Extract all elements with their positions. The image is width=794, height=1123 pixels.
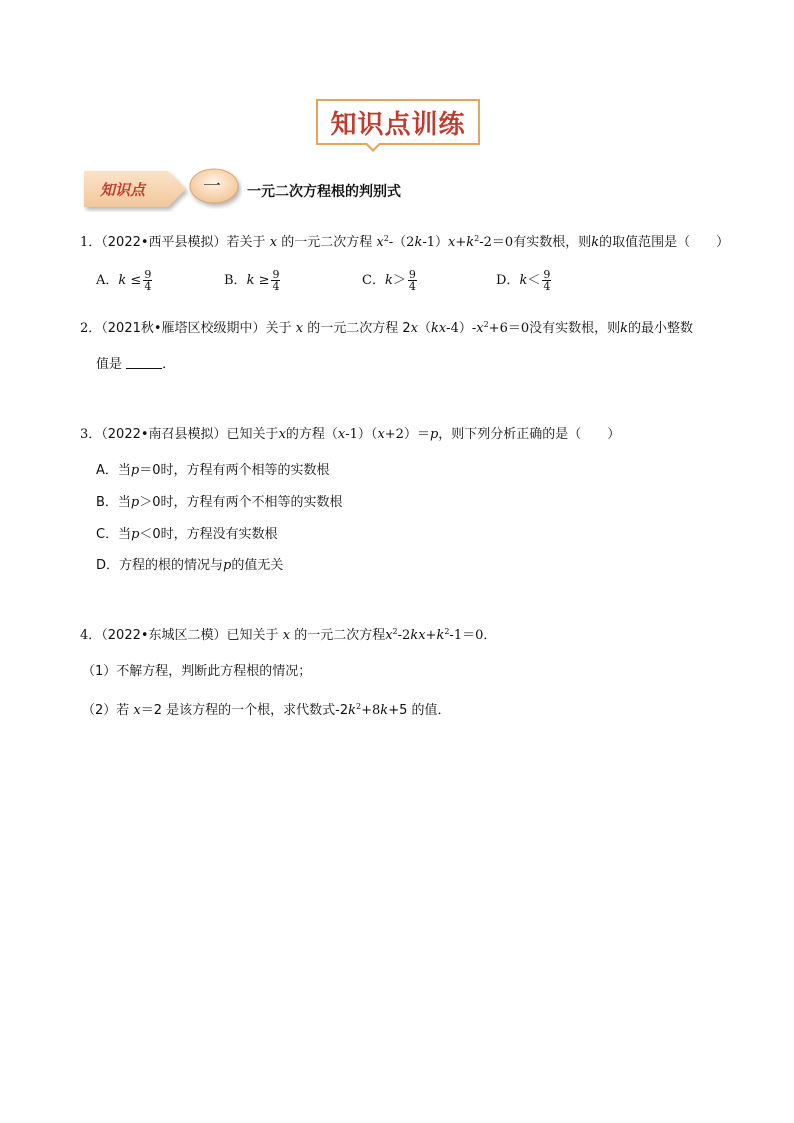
option-var: k — [384, 273, 393, 288]
q1-eq: 2 — [474, 234, 480, 243]
option-text: ＞0时，方程有两个不相等的实数根 — [139, 495, 343, 510]
q1-text: 的取值范围是（ ） — [599, 235, 730, 250]
q2-text: 的最小整数 — [628, 321, 694, 336]
fraction-den: 4 — [144, 280, 152, 293]
q1-eq: -（2 — [388, 235, 415, 250]
q4-number: 4． — [80, 628, 102, 643]
q1-option-a[interactable] — [96, 269, 152, 292]
answer-blank[interactable] — [126, 356, 162, 369]
fraction-num: 9 — [144, 268, 152, 281]
q4-source: （2022•东城区二模） — [101, 628, 227, 643]
q2-source: （2021秋•雁塔区校级期中） — [101, 321, 266, 336]
q2-eq: +6＝0 — [488, 321, 530, 336]
option-var: k — [246, 273, 255, 288]
page-title-box — [316, 99, 480, 145]
q1-eq: + — [455, 235, 467, 250]
q4-eq: 2 — [356, 702, 362, 711]
q3-eq: x — [377, 427, 385, 442]
option-letter: B．当 — [96, 495, 131, 510]
q1-option-b[interactable] — [224, 269, 280, 292]
q3-eq: -1）（ — [345, 427, 378, 442]
q1-source: （2022•西平县模拟） — [101, 235, 227, 250]
question-3 — [80, 426, 620, 444]
section-heading: 一元二次方程根的判别式 — [247, 184, 401, 200]
q3-eq: x — [337, 427, 346, 442]
q4-eq: x — [385, 628, 393, 643]
fraction-num: 9 — [272, 268, 280, 281]
q4-eq: k — [436, 628, 445, 643]
q1-eq: 2 — [383, 234, 389, 243]
q1-eq: k — [414, 235, 423, 250]
fraction — [542, 269, 551, 292]
q4-eq: 2 — [444, 627, 450, 636]
q1-eq: x — [448, 235, 456, 250]
q2-eq: -4）- — [446, 321, 477, 336]
option-var: p — [130, 463, 140, 478]
q3-text: ，则下列分析正确的是（ ） — [438, 427, 621, 442]
fraction-den: 4 — [408, 280, 416, 293]
q1-option-d[interactable] — [496, 269, 551, 292]
title-notch-inner — [366, 142, 380, 149]
q1-eq: k — [466, 235, 475, 250]
q2-text: ． — [162, 357, 176, 372]
q4-sub-1: （1）不解方程，判断此方程根的情况； — [82, 664, 312, 679]
q4-eq: k — [380, 703, 389, 718]
q1-option-c[interactable] — [362, 269, 417, 292]
option-letter: A．当 — [96, 463, 131, 478]
option-text: ＜0时，方程没有实数根 — [139, 527, 278, 542]
option-letter: C．当 — [96, 527, 132, 542]
q4-eq: 2 — [392, 627, 398, 636]
section-tag-label: 知识点 — [100, 181, 146, 199]
q1-eq: -2＝0 — [479, 235, 514, 250]
option-text: ＝0时，方程有两个相等的实数根 — [139, 463, 330, 478]
fraction-num: 9 — [543, 268, 551, 281]
fraction-num: 9 — [408, 268, 416, 281]
q4-var: x — [282, 628, 291, 643]
fraction — [271, 269, 280, 292]
q4-eq: k — [348, 703, 357, 718]
fraction — [408, 269, 417, 292]
question-2 — [80, 320, 693, 338]
q3-option-c[interactable] — [96, 526, 278, 544]
q2-text: 值是 — [96, 357, 123, 372]
option-letter: C． — [362, 273, 385, 288]
option-text: 的值无关 — [231, 558, 284, 573]
q3-option-d[interactable] — [96, 557, 283, 575]
option-letter: B． — [224, 273, 247, 288]
q4-text: ＝2 是该方程的一个根，求代数式-2 — [140, 703, 349, 718]
option-op: ＞ — [392, 273, 406, 288]
q2-text: 关于 — [265, 321, 292, 336]
q2-text: 的一元二次方程 2 — [307, 321, 411, 336]
fraction — [143, 269, 152, 292]
section-number: 一 — [203, 176, 221, 197]
q4-text: （2）若 — [82, 703, 130, 718]
q4-eq: +8 — [361, 703, 381, 718]
q1-eq: -1） — [422, 235, 449, 250]
q2-eq: （ — [417, 321, 431, 336]
option-var: k — [118, 273, 127, 288]
q4-var: x — [133, 703, 141, 718]
q1-text: 的一元二次方程 — [281, 235, 373, 250]
q1-text: 若关于 — [226, 235, 266, 250]
q1-var: x — [269, 235, 278, 250]
q4-eq: -2 — [397, 628, 411, 643]
q1-text: 有实数根，则 — [513, 235, 592, 250]
q4-eq: kx — [410, 628, 426, 643]
q4-sub-2 — [82, 702, 450, 720]
q2-var: k — [620, 321, 629, 336]
option-op: ≤ — [126, 273, 142, 288]
q3-eq: p — [429, 427, 439, 442]
q3-text: 的方程（ — [285, 427, 338, 442]
option-letter: D．方程的根的情况与 — [96, 558, 224, 573]
option-letter: D． — [496, 273, 520, 288]
option-var: k — [519, 273, 528, 288]
question-4 — [80, 627, 496, 645]
option-var: p — [130, 495, 140, 510]
q3-number: 3． — [80, 427, 102, 442]
q3-text: 已知关于 — [226, 427, 279, 442]
q1-var: k — [591, 235, 600, 250]
q3-option-a[interactable] — [96, 462, 330, 480]
q2-var: x — [295, 321, 304, 336]
q3-var: x — [278, 427, 286, 442]
q1-eq: x — [376, 235, 384, 250]
q2-number: 2． — [80, 321, 102, 336]
option-var: p — [223, 558, 232, 573]
q4-text: 的一元二次方程 — [294, 628, 386, 643]
q1-number: 1． — [80, 235, 102, 250]
fraction-den: 4 — [543, 280, 551, 293]
q3-eq: +2）＝ — [384, 427, 430, 442]
fraction-den: 4 — [272, 280, 280, 293]
q2-eq: kx — [430, 321, 447, 336]
q4-eq: -1＝0． — [449, 628, 497, 643]
q3-option-b[interactable] — [96, 494, 343, 512]
q2-text: 没有实数根，则 — [529, 321, 621, 336]
q4-eq: + — [425, 628, 437, 643]
q3-source: （2022•南召县模拟） — [101, 427, 227, 442]
q2-eq: x — [476, 321, 484, 336]
option-letter: A． — [96, 273, 119, 288]
page-title: 知识点训练 — [330, 109, 466, 140]
q2-eq: x — [410, 321, 418, 336]
q4-text: 已知关于 — [226, 628, 279, 643]
question-1 — [80, 234, 729, 252]
option-op: ≥ — [254, 273, 270, 288]
q2-line-2 — [96, 356, 175, 374]
q4-text: +5 的值． — [388, 703, 451, 718]
option-var: p — [131, 527, 140, 542]
option-op: ＜ — [527, 273, 541, 288]
q2-eq: 2 — [483, 320, 489, 329]
